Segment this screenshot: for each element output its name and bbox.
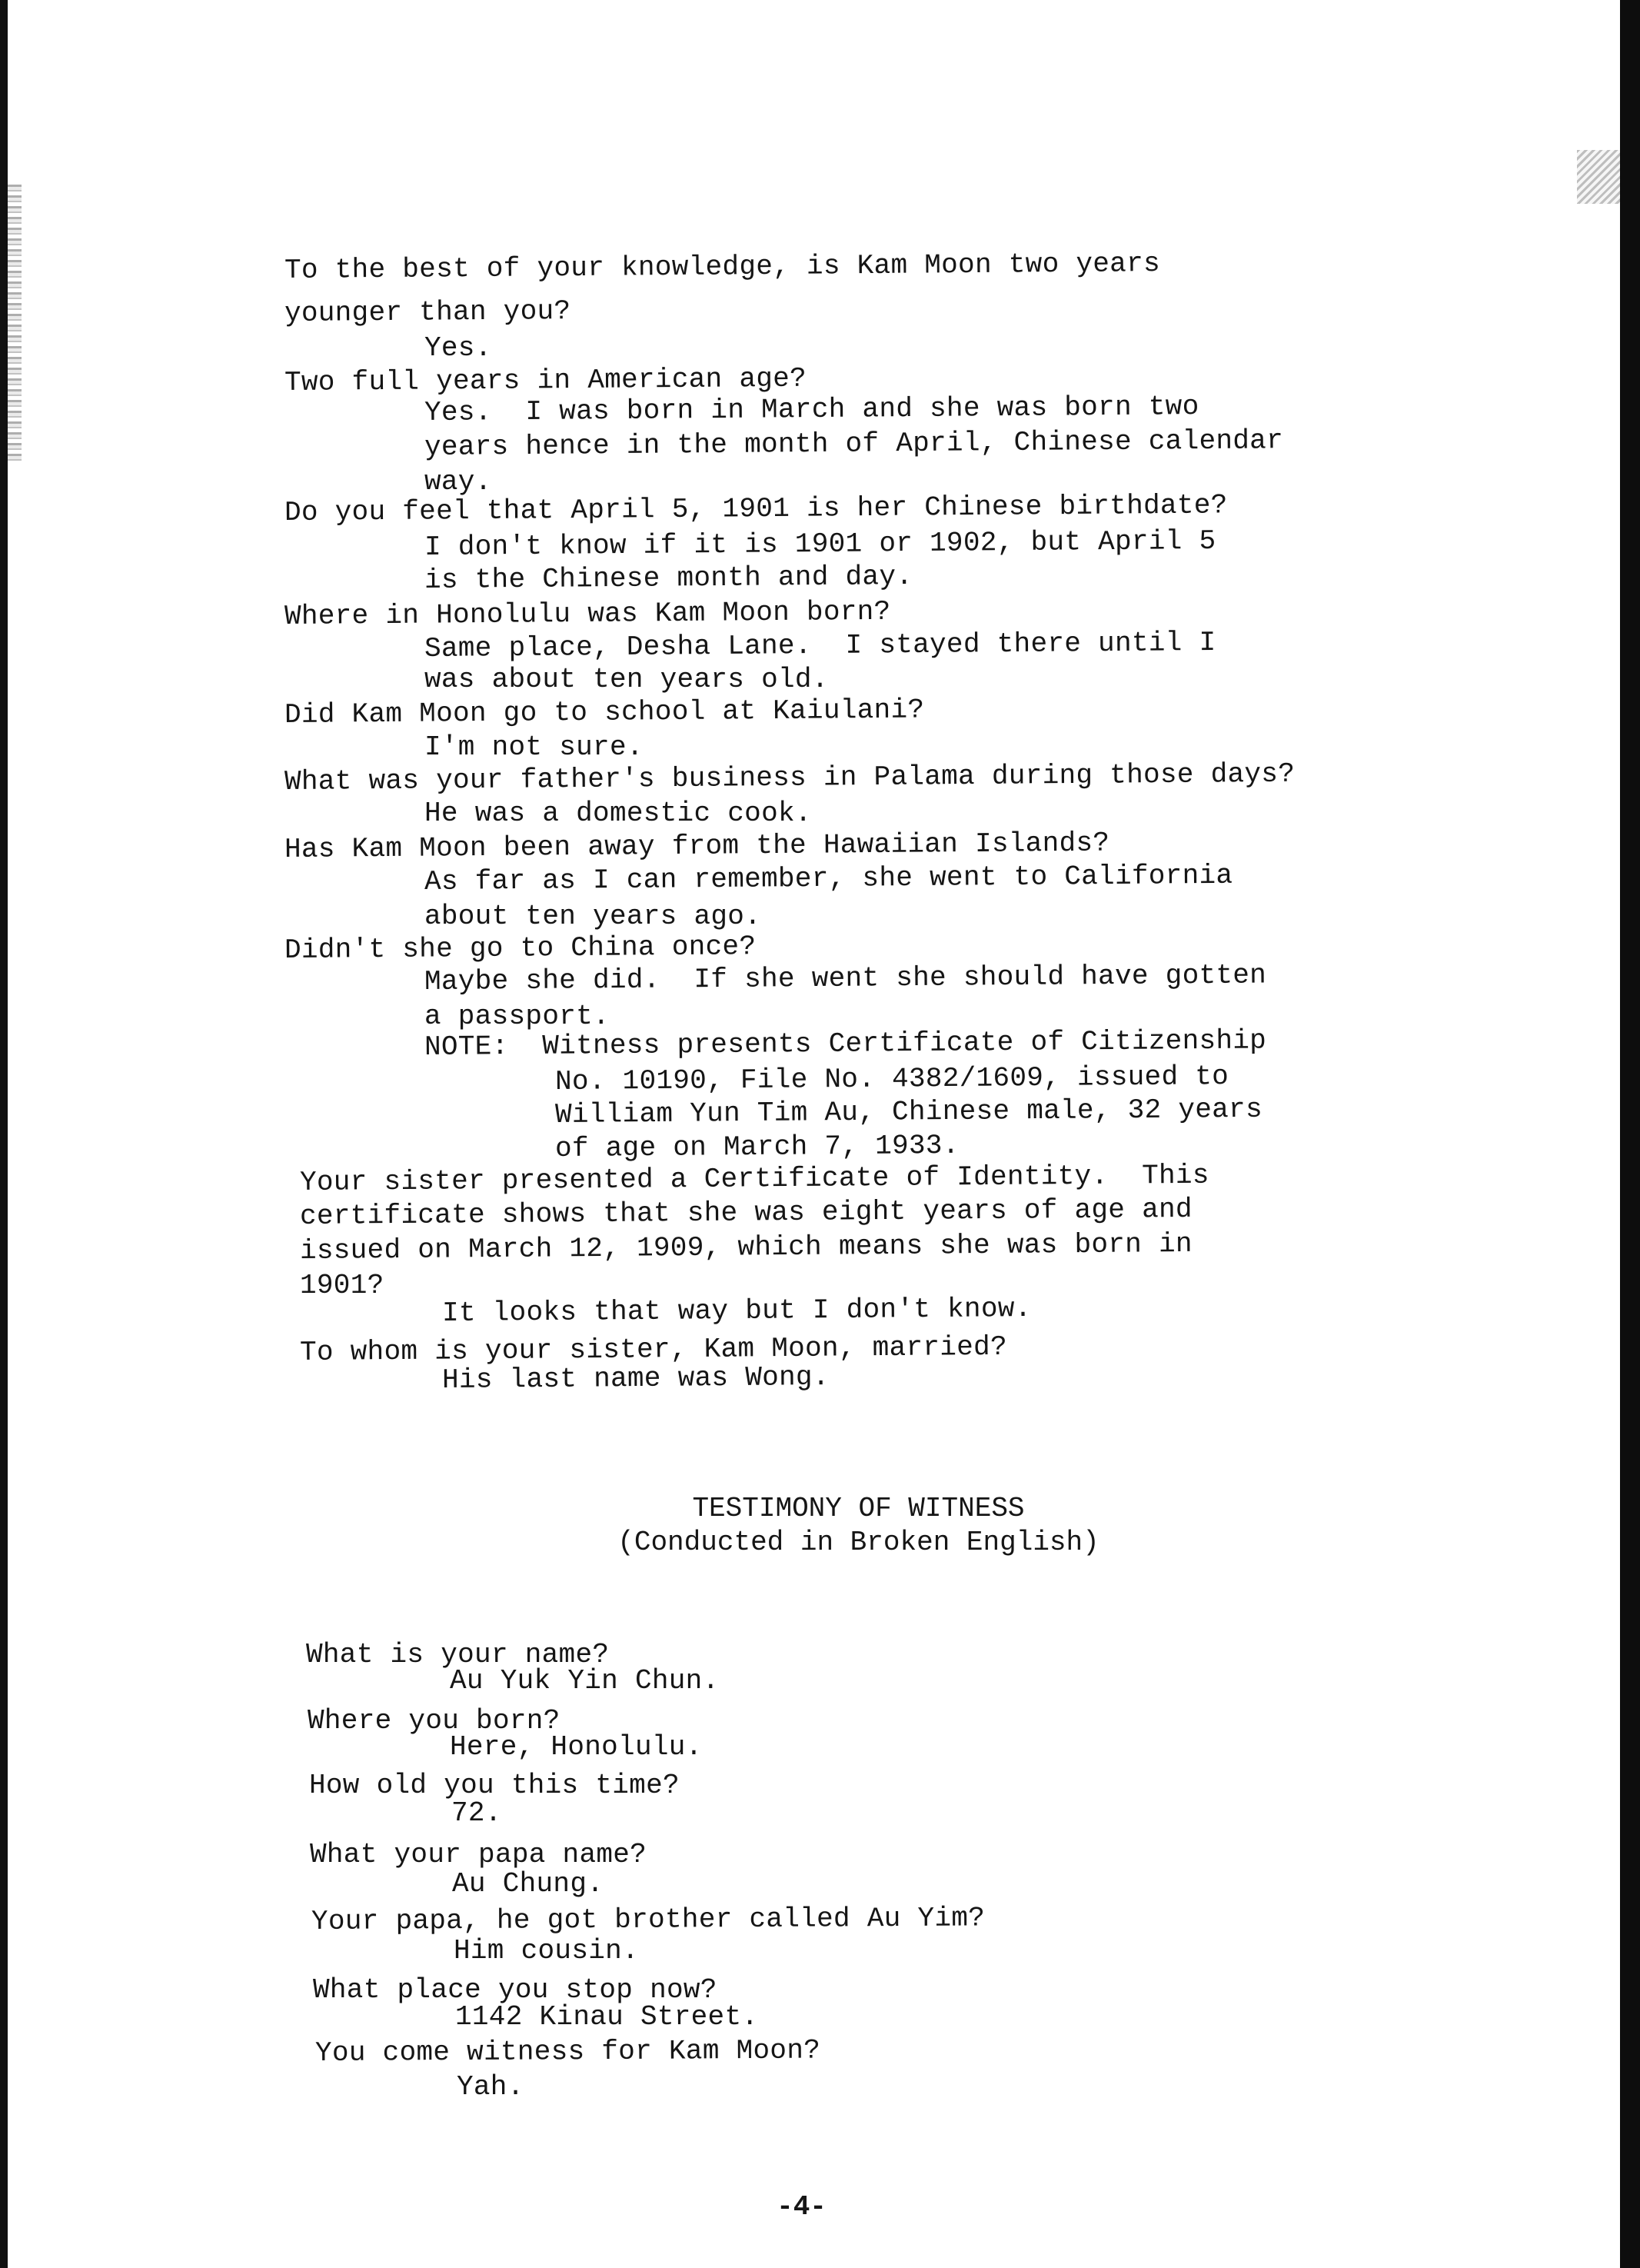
section-subheading: (Conducted in Broken English) [617, 1527, 1099, 1558]
section-heading: TESTIMONY OF WITNESS [692, 1493, 1025, 1524]
answer-line: 1142 Kinau Street. [455, 2001, 759, 2033]
question-line: What was your father's business in Palama during those days? [284, 758, 1296, 798]
question-line: To the best of your knowledge, is Kam Moon two years [284, 248, 1161, 286]
answer-line: Au Yuk Yin Chun. [450, 1665, 720, 1697]
answer-line: 72. [451, 1797, 502, 1829]
question-line: What your papa name? [310, 1839, 647, 1870]
question-line: Has Kam Moon been away from the Hawaiian Islands? [284, 827, 1110, 865]
question-line: How old you this time? [309, 1770, 680, 1801]
answer-line: is the Chinese month and day. [424, 561, 913, 596]
question-line: issued on March 12, 1909, which means she was born in [299, 1227, 1193, 1267]
question-line: Two full years in American age? [284, 362, 807, 398]
question-line: Your sister presented a Certificate of Identity. This [299, 1159, 1209, 1198]
question-line: Did Kam Moon go to school at Kaiulani? [284, 694, 925, 731]
question-line: What place you stop now? [313, 1974, 717, 2006]
question-line: To whom is your sister, Kam Moon, married? [299, 1330, 1008, 1368]
answer-line: Yes. I was born in March and she was born two [424, 391, 1199, 428]
answer-line: Maybe she did. If she went she should have gotten [424, 959, 1267, 997]
answer-line: His last name was Wong. [441, 1361, 830, 1396]
answer-line: Yah. [457, 2071, 524, 2103]
answer-line: Yes. [424, 332, 492, 364]
note-line: NOTE: Witness presents Certificate of Citizenship [424, 1024, 1267, 1063]
question-line: Where you born? [308, 1705, 561, 1737]
answer-line: a passport. [424, 1001, 610, 1032]
answer-line: Him cousin. [454, 1935, 639, 1967]
answer-line: It looks that way but I don't know. [441, 1292, 1032, 1329]
note-line: of age on March 7, 1933. [554, 1129, 960, 1164]
question-line: What is your name? [306, 1639, 610, 1670]
question-line: Where in Honolulu was Kam Moon born? [284, 595, 891, 632]
answer-line: He was a domestic cook. [424, 798, 812, 829]
answer-line: about ten years ago. [424, 901, 762, 932]
answer-line: way. [424, 466, 492, 498]
question-line: younger than you? [284, 295, 571, 329]
note-line: No. 10190, File No. 4382/1609, issued to [554, 1061, 1229, 1097]
question-line: You come witness for Kam Moon? [314, 2034, 821, 2069]
answer-line: I don't know if it is 1901 or 1902, but April 5 [424, 525, 1216, 563]
note-line: William Yun Tim Au, Chinese male, 32 years [554, 1093, 1263, 1131]
question-line: Do you feel that April 5, 1901 is her Chinese birthdate? [284, 489, 1228, 528]
answer-line: years hence in the month of April, Chinese calendar [424, 425, 1284, 463]
answer-line: Same place, Desha Lane. I stayed there until I [424, 626, 1216, 664]
question-line: 1901? [300, 1270, 384, 1301]
answer-line: As far as I can remember, she went to California [424, 859, 1233, 898]
question-line: certificate shows that she was eight years of age and [299, 1193, 1193, 1232]
question-line: Your papa, he got brother called Au Yim? [311, 1902, 986, 1937]
question-line: Didn't she go to China once? [284, 931, 757, 966]
answer-line: I'm not sure. [424, 731, 644, 763]
page-number: -4- [777, 2191, 827, 2223]
answer-line: Au Chung. [452, 1868, 604, 1900]
answer-line: Here, Honolulu. [450, 1731, 703, 1763]
answer-line: was about ten years old. [424, 664, 829, 695]
